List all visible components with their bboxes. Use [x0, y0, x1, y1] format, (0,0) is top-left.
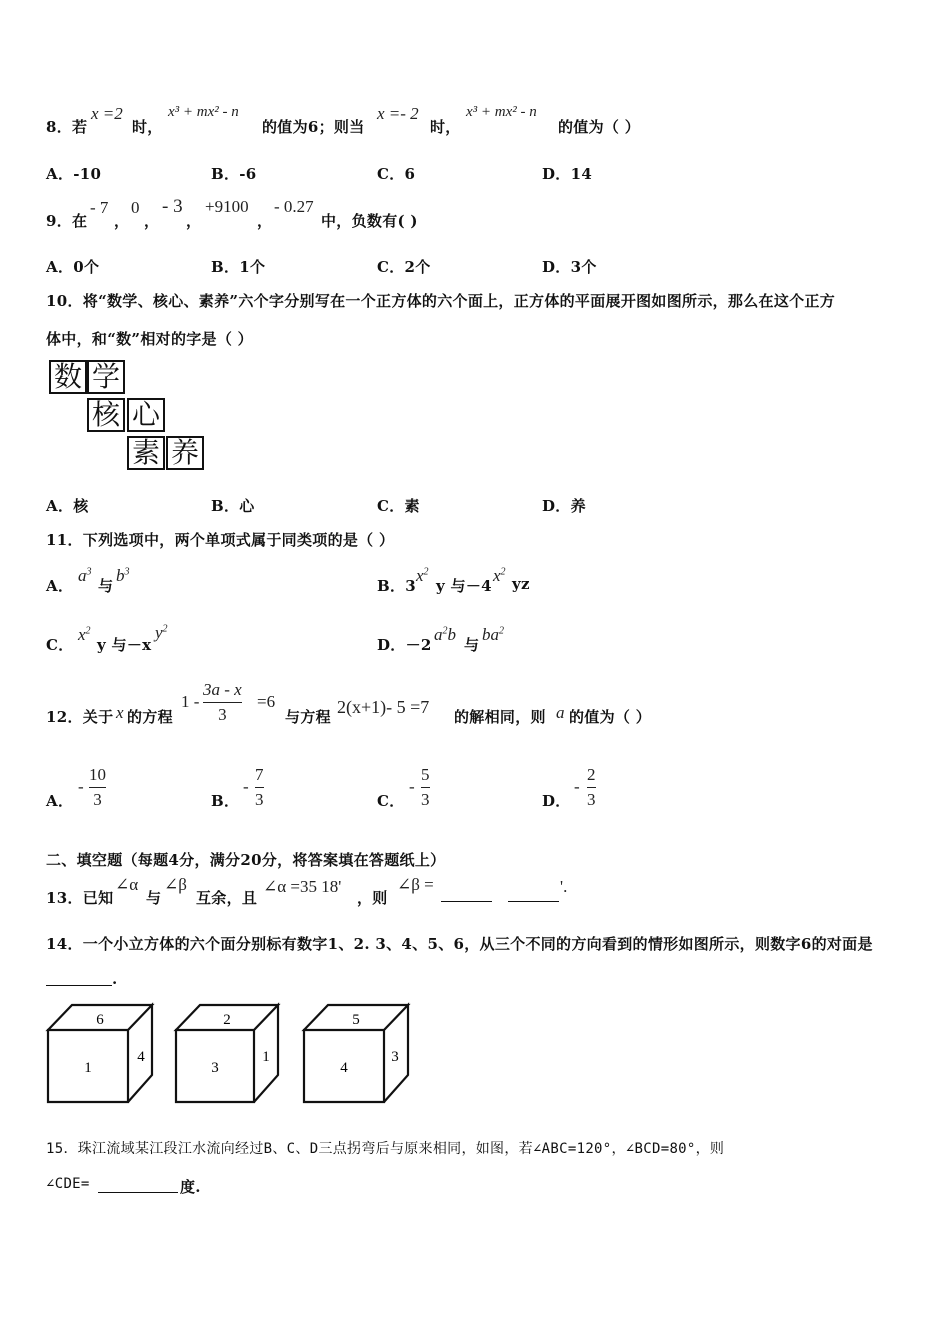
q11-b-mid: y 与－4 [436, 577, 492, 595]
q11-b-label: B．3 [377, 577, 417, 595]
q8-option-d: D．14 [542, 165, 593, 183]
q8-expr2: x³ + mx² - n [466, 104, 537, 120]
section-2-heading: 二、填空题（每题4分，满分20分，将答案填在答题纸上） [46, 851, 446, 869]
q15-line1: 15．珠江流域某江段江水流向经过B、C、D三点拐弯后与原来相同，如图，若∠ABC=120°，∠BCD=80°，则 [46, 1141, 725, 1157]
q12-eq1-fraction [203, 680, 242, 725]
q12-label: 12．关于 [46, 708, 114, 726]
q10-option-a: A．核 [46, 497, 89, 515]
q11-a-expr2: $b^3$ [116, 566, 130, 585]
q10-option-c: C．素 [377, 497, 420, 515]
net-cell-yang: 养 [166, 436, 204, 470]
q9-sep-2: ， [144, 212, 160, 230]
q12-option-c-label: C． [377, 792, 405, 810]
q12-text2: 与方程 [285, 708, 331, 726]
net-cell-su: 素 [127, 436, 165, 470]
q15-pre: ∠CDE= [46, 1176, 90, 1192]
q8-text4: 的值为（ ） [558, 118, 641, 136]
q15-post: 度. [180, 1178, 201, 1196]
q12-eq1-post: =6 [257, 692, 276, 711]
q8-text1: 时， [132, 118, 163, 136]
q14-line2: . [112, 970, 118, 988]
cube-3-top: 5 [352, 1012, 360, 1028]
q13-tail: '. [560, 877, 568, 896]
q12-option-a-fraction [89, 765, 106, 810]
cube-2 [176, 1005, 278, 1102]
q13-text1: 与 [146, 889, 162, 907]
q8-option-a: A．-10 [46, 165, 102, 183]
q14-answer-blank[interactable] [46, 985, 112, 986]
q13-text3: ，则 [357, 889, 388, 907]
q9-num-1: - 7 [90, 198, 109, 217]
cube-2-top: 2 [223, 1012, 231, 1028]
q11-d-expr2: $ba^2$ [482, 625, 504, 644]
q9-tail: 中，负数有( ) [321, 212, 418, 230]
net-cell-he: 核 [87, 398, 125, 432]
q8-label: 8．若 [46, 118, 88, 136]
q12-option-c-sign: - [409, 777, 415, 796]
q8-text2: 的值为6；则当 [262, 118, 365, 136]
q12-text3: 的解相同，则 [454, 708, 546, 726]
q12-option-b-den: 3 [255, 790, 264, 809]
q8-cond1: x =2 [91, 104, 123, 123]
q10-option-b: B．心 [211, 497, 255, 515]
q9-sep-3: ， [186, 212, 202, 230]
cube-2-side: 1 [262, 1049, 270, 1065]
q12-eq2: 2(x+1)- 5 =7 [337, 697, 430, 717]
q12-var-a: a [556, 703, 565, 722]
q9-num-5: - 0.27 [274, 197, 314, 216]
q11-a-label: A． [46, 577, 74, 595]
q8-text3: 时， [430, 118, 461, 136]
q12-option-d-sign: - [574, 777, 580, 796]
q8-option-c: C．6 [377, 165, 416, 183]
q12-option-d-label: D． [542, 792, 571, 810]
q11-c-expr1: $x^2$ [78, 625, 91, 644]
q12-eq1-num: 3a - x [203, 680, 242, 699]
q12-option-b-fraction [255, 765, 264, 810]
q11-d-expr1: $a^2b$ [434, 625, 456, 644]
q9-num-3: - 3 [162, 196, 183, 217]
q9-sep-4: ， [257, 212, 273, 230]
q11-c-expr2: $y^2$ [155, 623, 168, 642]
q9-option-c: C．2个 [377, 258, 431, 276]
net-cell-xue: 学 [87, 360, 125, 394]
q11-stem: 11．下列选项中，两个单项式属于同类项的是（ ） [46, 531, 395, 549]
q12-option-d-den: 3 [587, 790, 596, 809]
q12-option-d-fraction [587, 765, 596, 810]
q11-b-expr1: $x^2$ [416, 566, 429, 585]
q13-answer-blank-2[interactable] [508, 901, 559, 902]
q12-option-d-num: 2 [587, 765, 596, 784]
q11-b-tail: yz [512, 575, 530, 593]
q11-a-mid: 与 [98, 577, 114, 595]
cube-1-top: 6 [96, 1012, 104, 1028]
q11-d-mid: 与 [464, 636, 480, 654]
q14-line1: 14．一个小立方体的六个面分别标有数字1、2. 3、4、5、6，从三个不同的方向看到的情形如图所示，则数字6的对面是 [46, 935, 873, 953]
q10-line2: 体中，和“数”相对的字是（ ） [46, 330, 253, 348]
q9-option-a: A．0个 [46, 258, 100, 276]
q8-cond2: x =- 2 [377, 104, 419, 123]
q12-var-x: x [116, 703, 124, 722]
q10-option-d: D．养 [542, 497, 586, 515]
cube-1-side: 4 [137, 1049, 145, 1065]
q12-text1: 的方程 [127, 708, 173, 726]
q12-option-c-num: 5 [421, 765, 430, 784]
cube-2-front: 3 [211, 1060, 219, 1076]
q12-option-a-sign: - [78, 777, 84, 796]
cube-3-front: 4 [340, 1060, 348, 1076]
q9-num-2: 0 [131, 198, 140, 217]
q11-b-expr2: $x^2$ [493, 566, 506, 585]
q12-option-a-den: 3 [93, 790, 102, 809]
q13-label: 13．已知 [46, 889, 114, 907]
cube-3-side: 3 [391, 1049, 399, 1065]
q12-option-a-num: 10 [89, 765, 106, 784]
q12-eq1-pre: 1 - [181, 692, 200, 711]
q13-beta: ∠β [164, 875, 187, 894]
q8-expr1: x³ + mx² - n [168, 104, 239, 120]
q10-line1: 10．将“数学、核心、素养”六个字分别写在一个正方体的六个面上，正方体的平面展开图如图所示，那么在这个正方 [46, 292, 836, 310]
q9-num-4: +9100 [205, 197, 249, 216]
q11-d-label: D．－2 [377, 636, 432, 654]
net-cell-shu: 数 [49, 360, 87, 394]
cube-3 [304, 1005, 408, 1102]
cube-1 [48, 1005, 152, 1102]
cube-1-front: 1 [84, 1060, 92, 1076]
q13-alpha: ∠α [115, 875, 139, 894]
q11-c-mid: y 与－x [97, 636, 152, 654]
q8-option-b: B．-6 [211, 165, 257, 183]
q9-option-b: B．1个 [211, 258, 266, 276]
q12-option-b-label: B． [211, 792, 240, 810]
q12-eq1-den: 3 [218, 705, 227, 724]
q13-beta-eq: ∠β = [397, 875, 434, 894]
q12-option-c-fraction [421, 765, 430, 810]
q12-text4: 的值为（ ） [569, 708, 652, 726]
q12-option-b-num: 7 [255, 765, 264, 784]
q13-condition: ∠α =35 18' [263, 877, 342, 896]
q9-sep-1: ， [114, 212, 130, 230]
net-cell-xin: 心 [127, 398, 165, 432]
q12-option-b-sign: - [243, 777, 249, 796]
q12-option-c-den: 3 [421, 790, 430, 809]
q13-text2: 互余，且 [196, 889, 258, 907]
q9-label: 9．在 [46, 212, 88, 230]
q13-answer-blank-1[interactable] [441, 901, 492, 902]
q12-option-a-label: A． [46, 792, 74, 810]
q15-answer-blank[interactable] [98, 1192, 178, 1193]
dice-figure [40, 1000, 420, 1110]
q11-c-label: C． [46, 636, 74, 654]
q11-a-expr1: $a^3$ [78, 566, 92, 585]
q9-option-d: D．3个 [542, 258, 597, 276]
